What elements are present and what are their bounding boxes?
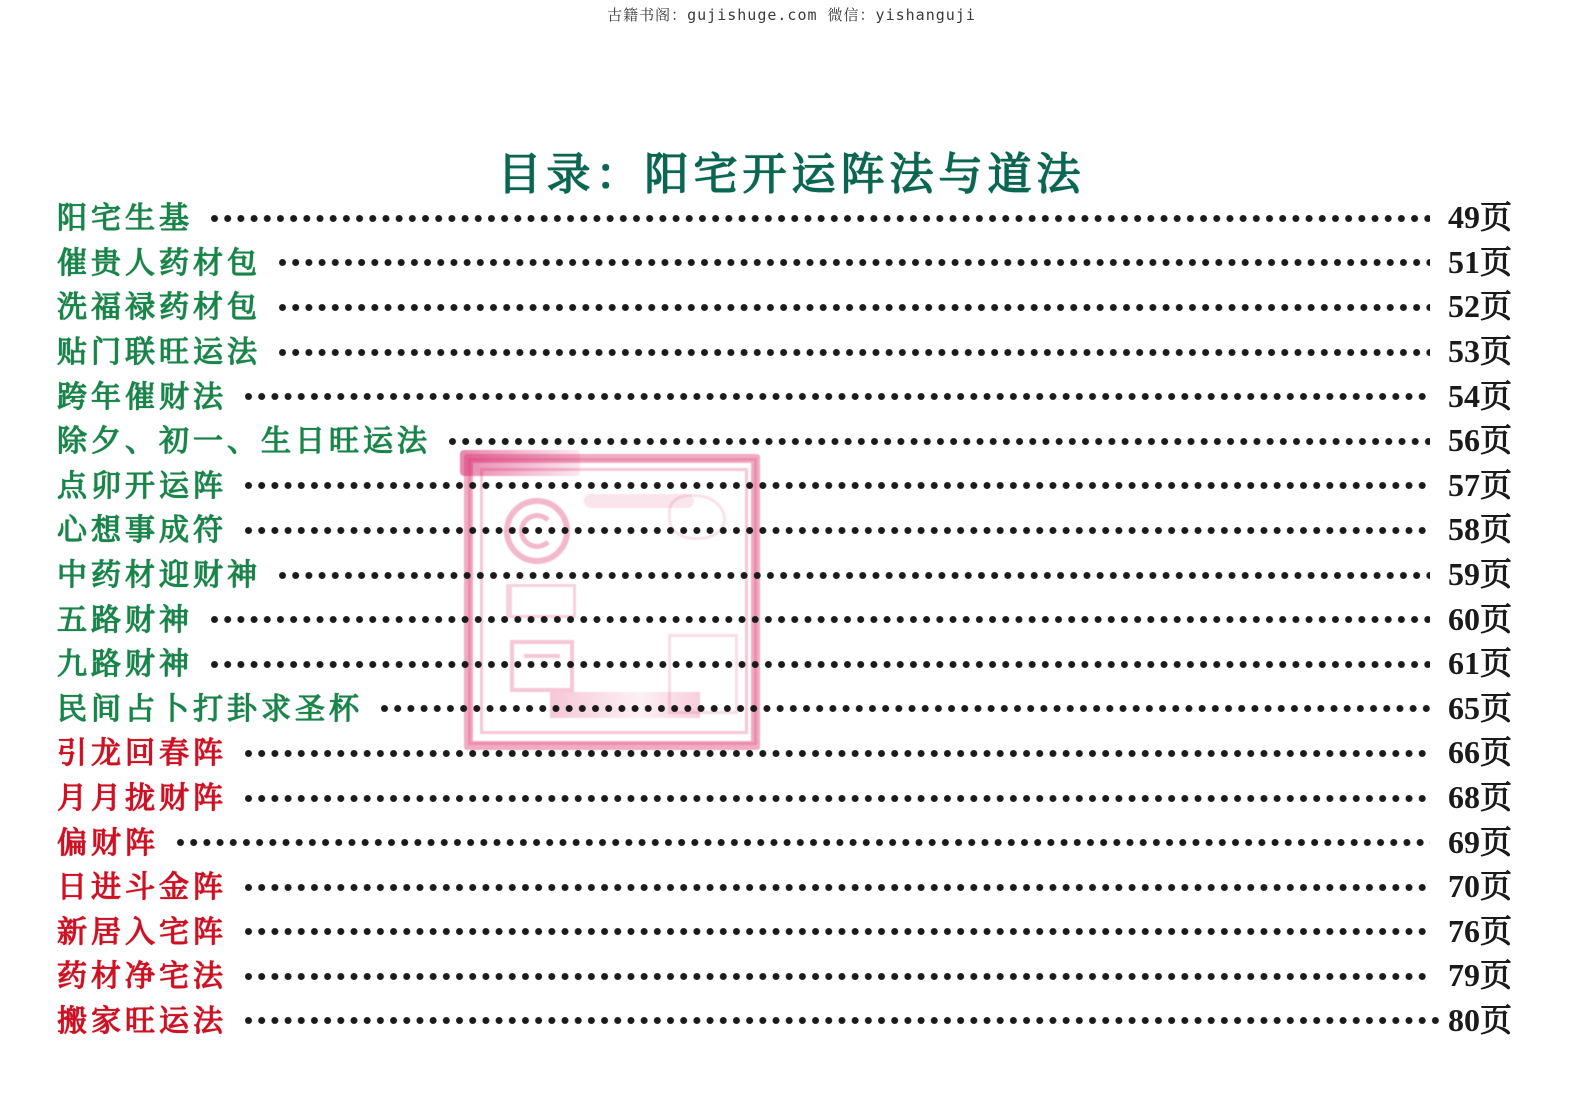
toc-entry-page: 60页 [1447,600,1512,637]
dot-leader [279,258,1430,267]
toc-entry-page: 51页 [1447,243,1512,280]
toc-entry-page: 80页 [1447,1001,1512,1038]
toc-row [57,907,1512,952]
dot-leader [177,838,1430,847]
toc-entry-label: 洗福禄药材包 [57,291,261,325]
toc-entry-label: 心想事成符 [57,514,227,548]
toc-entry-label: 九路财神 [57,648,193,682]
toc-list [57,193,1512,1040]
toc-entry-page: 79页 [1447,957,1512,994]
dot-leader [211,660,1430,669]
toc-entry-page: 65页 [1447,689,1512,726]
toc-entry-label: 点卯开运阵 [57,469,227,503]
toc-row [57,282,1512,327]
toc-entry-label: 催贵人药材包 [57,246,261,280]
toc-entry-label: 月月拢财阵 [57,782,227,816]
toc-entry-page: 52页 [1447,288,1512,325]
toc-row [57,728,1512,773]
toc-entry-page: 56页 [1447,422,1512,459]
toc-row [57,505,1512,550]
toc-entry-label: 中药材迎财神 [57,559,261,593]
toc-row [57,550,1512,595]
toc-row [57,327,1512,372]
toc-entry-label: 贴门联旺运法 [57,336,261,370]
dot-leader [245,481,1430,490]
toc-row [57,193,1512,238]
dot-leader [245,972,1430,981]
watermark-header: 古籍书阁：gujishuge.com 微信：yishanguji [607,6,976,24]
dot-leader [245,526,1430,535]
toc-entry-page: 68页 [1447,779,1512,816]
toc-entry-label: 偏财阵 [57,826,159,860]
toc-entry-page: 58页 [1447,511,1512,548]
dot-leader [245,1016,1444,1025]
dot-leader [245,927,1430,936]
toc-entry-label: 药材净宅法 [57,960,227,994]
toc-row [57,773,1512,818]
toc-row [57,817,1512,862]
toc-entry-label: 新居入宅阵 [57,915,227,949]
dot-leader [211,615,1430,624]
toc-entry-label: 除夕、初一、生日旺运法 [57,425,431,459]
toc-entry-label: 引龙回春阵 [57,737,227,771]
toc-entry-page: 57页 [1447,466,1512,503]
toc-entry-page: 76页 [1447,912,1512,949]
dot-leader [245,392,1430,401]
toc-entry-label: 民间占卜打卦求圣杯 [57,692,363,726]
dot-leader [381,704,1430,713]
toc-row [57,371,1512,416]
page-title: 目录：阳宅开运阵法与道法 [497,150,1086,199]
dot-leader [211,214,1430,223]
toc-entry-page: 66页 [1447,734,1512,771]
dot-leader [279,303,1430,312]
toc-row [57,862,1512,907]
toc-row [57,951,1512,996]
toc-entry-page: 61页 [1447,645,1512,682]
toc-entry-label: 跨年催财法 [57,380,227,414]
toc-row [57,594,1512,639]
toc-entry-page: 59页 [1447,556,1512,593]
toc-entry-page: 70页 [1447,868,1512,905]
toc-entry-page: 49页 [1447,199,1512,236]
toc-entry-page: 69页 [1447,823,1512,860]
toc-entry-label: 五路财神 [57,603,193,637]
toc-row [57,416,1512,461]
dot-leader [245,749,1430,758]
toc-entry-page: 54页 [1447,377,1512,414]
toc-entry-page: 53页 [1447,333,1512,370]
toc-entry-label: 搬家旺运法 [57,1004,227,1038]
dot-leader [245,883,1430,892]
toc-entry-label: 阳宅生基 [57,202,193,236]
dot-leader [245,794,1430,803]
toc-row [57,461,1512,506]
toc-row [57,684,1512,729]
toc-row [57,238,1512,283]
toc-row [57,996,1512,1041]
dot-leader [279,571,1430,580]
dot-leader [279,348,1430,357]
toc-entry-label: 日进斗金阵 [57,871,227,905]
dot-leader [449,437,1430,446]
toc-row [57,639,1512,684]
